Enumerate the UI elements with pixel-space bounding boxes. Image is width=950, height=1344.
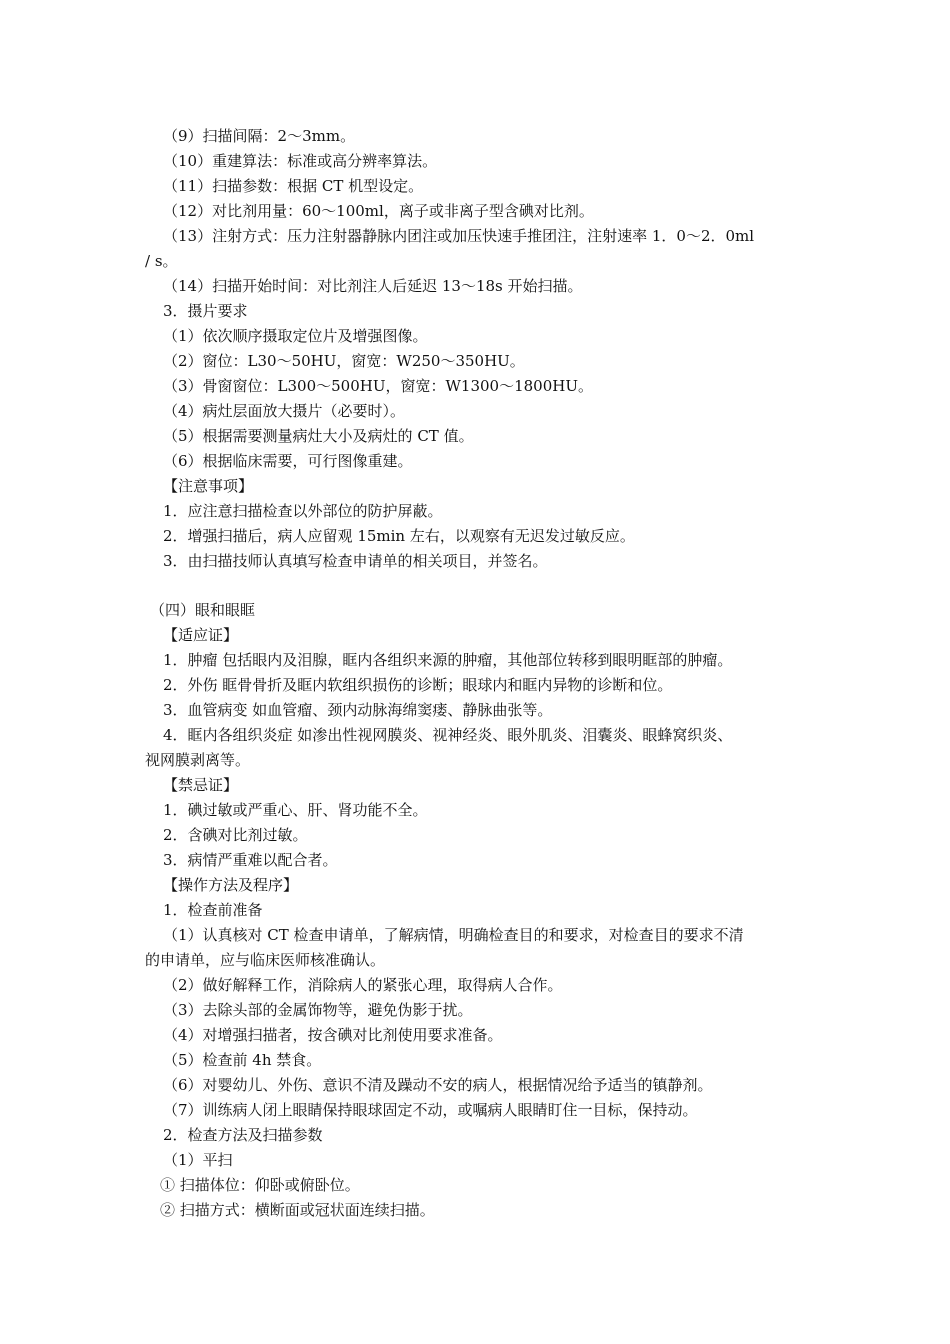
bracket-heading: 【注意事项】 <box>163 477 254 495</box>
text-line: （7）训练病人闭上眼睛保持眼球固定不动，或嘱病人眼睛盯住一目标，保持动。 <box>163 1101 698 1119</box>
bracket-heading: 【操作方法及程序】 <box>163 876 299 894</box>
text-line: （5）根据需要测量病灶大小及病灶的 CT 值。 <box>163 427 474 445</box>
text-line: 4．眶内各组织炎症 如渗出性视网膜炎、视神经炎、眼外肌炎、泪囊炎、眼蜂窝织炎、 <box>163 726 733 744</box>
text-line: （14）扫描开始时间：对比剂注人后延迟 13～18s 开始扫描。 <box>163 277 583 295</box>
bracket-heading: 【适应证】 <box>163 626 239 644</box>
subheading: 1．检查前准备 <box>163 901 263 919</box>
text-line: （1）平扫 <box>163 1151 233 1169</box>
text-line: 1．肿瘤 包括眼内及泪腺，眶内各组织来源的肿瘤，其他部位转移到眼明眶部的肿瘤。 <box>163 651 733 669</box>
text-line: 的申请单，应与临床医师核准确认。 <box>145 951 386 969</box>
text-line: / s。 <box>145 252 178 270</box>
text-line: （9）扫描间隔：2～3mm。 <box>163 127 356 145</box>
text-line: 3．病情严重难以配合者。 <box>163 851 338 869</box>
text-line: （10）重建算法：标准或高分辨率算法。 <box>163 152 438 170</box>
text-line: （6）对婴幼儿、外伤、意识不清及躁动不安的病人，根据情况给予适当的镇静剂。 <box>163 1076 713 1094</box>
subheading: 3．摄片要求 <box>163 302 248 320</box>
subheading: 2．检查方法及扫描参数 <box>163 1126 323 1144</box>
text-line: （12）对比剂用量：60～100ml，离子或非离子型含碘对比剂。 <box>163 202 594 220</box>
text-line: （3）去除头部的金属饰物等，避免伪影于扰。 <box>163 1001 473 1019</box>
text-line: 2．含碘对比剂过敏。 <box>163 826 308 844</box>
text-line: （3）骨窗窗位：L300～500HU，窗宽：W1300～1800HU。 <box>163 377 593 395</box>
section-heading: （四）眼和眼眶 <box>150 601 256 619</box>
text-line: （1）认真核对 CT 检查申请单，了解病情，明确检查目的和要求，对检查目的要求不清 <box>163 926 744 944</box>
text-line: 视网膜剥离等。 <box>145 751 251 769</box>
text-line: 2．增强扫描后，病人应留观 15min 左右，以观察有无迟发过敏反应。 <box>163 527 635 545</box>
text-line: （4）病灶层面放大摄片（必要时）。 <box>163 402 406 420</box>
text-line: （6）根据临床需要，可行图像重建。 <box>163 452 413 470</box>
text-line: 1．应注意扫描检查以外部位的防护屏蔽。 <box>163 502 443 520</box>
text-line: 3．由扫描技师认真填写检查申请单的相关项目，并签名。 <box>163 552 548 570</box>
text-line: 1．碘过敏或严重心、肝、肾功能不全。 <box>163 801 428 819</box>
text-line: （2）窗位：L30～50HU，窗宽：W250～350HU。 <box>163 352 525 370</box>
text-line: （5）检查前 4h 禁食。 <box>163 1051 322 1069</box>
text-line: 2．外伤 眶骨骨折及眶内软组织损伤的诊断；眼球内和眶内异物的诊断和位。 <box>163 676 673 694</box>
bracket-heading: 【禁忌证】 <box>163 776 239 794</box>
text-line: ① 扫描体位：仰卧或俯卧位。 <box>160 1176 360 1194</box>
text-line: （1）依次顺序摄取定位片及增强图像。 <box>163 327 428 345</box>
text-line: （13）注射方式：压力注射器静脉内团注或加压快速手推团注，注射速率 1．0～2．0ml <box>163 227 755 245</box>
text-line: ② 扫描方式：横断面或冠状面连续扫描。 <box>160 1201 435 1219</box>
text-line: （4）对增强扫描者，按含碘对比剂使用要求准备。 <box>163 1026 503 1044</box>
text-line: （11）扫描参数：根据 CT 机型设定。 <box>163 177 424 195</box>
text-line: （2）做好解释工作，消除病人的紧张心理，取得病人合作。 <box>163 976 563 994</box>
text-line: 3．血管病变 如血管瘤、颈内动脉海绵窦瘘、静脉曲张等。 <box>163 701 553 719</box>
